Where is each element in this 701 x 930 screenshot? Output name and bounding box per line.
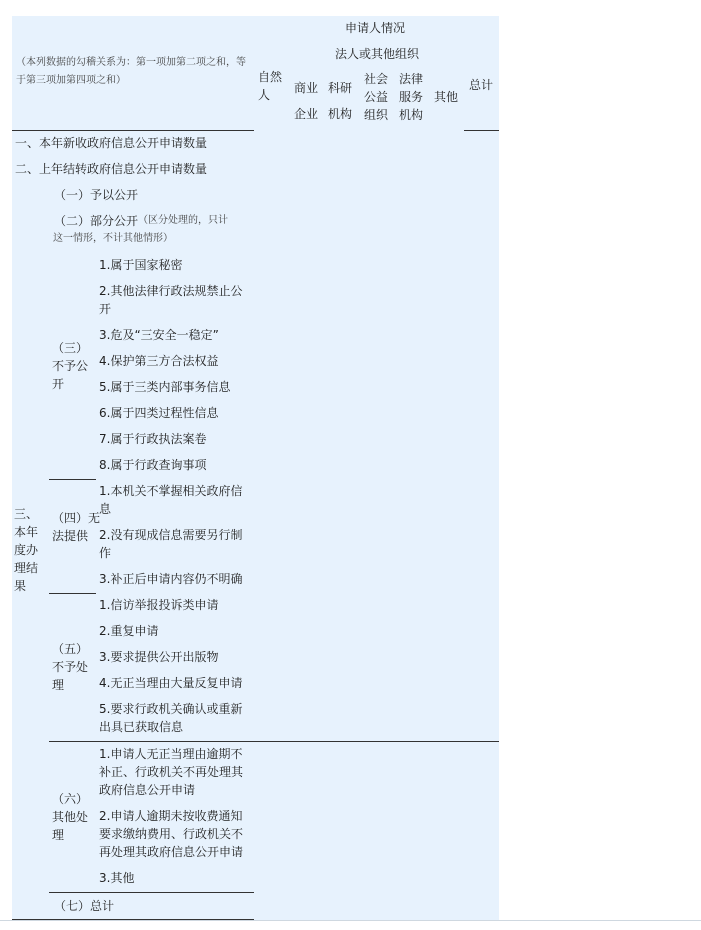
header-research: 科研机构 [328,81,353,121]
page-bottom-border [0,920,701,921]
item-other: 3.其他 [99,871,135,885]
group-unable-to-provide: （四）无法提供 [52,511,101,543]
row-disclosed: （一）予以公开 [54,188,139,202]
row-partially-disclosed-note-line1: （区分处理的，只计 [138,215,228,226]
row-grand-total: （七）总计 [54,899,115,913]
item-still-unclear: 3.补正后申请内容仍不明确 [99,572,243,586]
item-law-prohibited: 2.其他法律行政法规禁止公开 [99,284,243,316]
row-carried-over: 二、上年结转政府信息公开申请数量 [15,162,208,176]
rule-after-group4 [49,593,96,594]
item-process-info: 6.属于四类过程性信息 [99,406,219,420]
item-three-safety: 3.危及“三安全一稳定” [99,328,219,342]
row-new-applications: 一、本年新收政府信息公开申请数量 [15,136,208,150]
header-total: 总计 [469,78,494,92]
rule-before-total [49,892,254,893]
group-not-disclosed: （三）不予公开 [52,341,89,391]
item-petition: 1.信访举报投诉类申请 [99,598,219,612]
header-rule-total [464,130,499,131]
header-legal-or-other: 法人或其他组织 [335,47,420,61]
header-note: （本列数据的勾稽关系为：第一项加第二项之和，等于第三项加第四项之和） [16,57,246,86]
header-legal-service: 法律服务机构 [399,72,424,122]
section-three-label: 三、本年度办理结果 [14,507,39,593]
item-third-party: 4.保护第三方合法权益 [99,354,219,368]
row-partially-disclosed: （二）部分公开 [54,214,139,228]
row-partially-disclosed-note-line2: 这一情形，不计其他情形） [53,233,173,244]
item-state-secret: 1.属于国家秘密 [99,258,183,272]
item-query-matter: 8.属于行政查询事项 [99,458,207,472]
item-overdue-correction: 1.申请人无正当理由逾期不补正、行政机关不再处理其政府信息公开申请 [99,747,244,797]
rule-after-group3 [49,479,96,480]
item-not-held: 1.本机关不掌握相关政府信息 [99,484,243,516]
header-applicant-situation: 申请人情况 [345,21,406,35]
header-commercial: 商业企业 [294,81,319,121]
header-rule [12,130,254,131]
item-mass-repeat: 4.无正当理由大量反复申请 [99,676,243,690]
group-not-processed: （五）不予处理 [52,642,89,692]
header-public-welfare: 社会公益组织 [364,72,389,122]
item-unpaid-fee: 2.申请人逾期未按收费通知要求缴纳费用、行政机关不再处理其政府信息公开申请 [99,809,244,859]
group-other-handling: （六）其他处理 [52,792,89,842]
item-internal-affairs: 5.属于三类内部事务信息 [99,380,231,394]
item-enforcement-file: 7.属于行政执法案卷 [99,432,207,446]
item-publication: 3.要求提供公开出版物 [99,650,219,664]
item-needs-creation: 2.没有现成信息需要另行制作 [99,528,243,560]
header-other: 其他 [434,90,459,104]
item-confirm-reissue: 5.要求行政机关确认或重新出具已获取信息 [99,702,243,734]
rule-after-group5 [49,741,499,742]
item-repeat: 2.重复申请 [99,624,159,638]
header-natural-person: 自然人 [258,70,283,102]
